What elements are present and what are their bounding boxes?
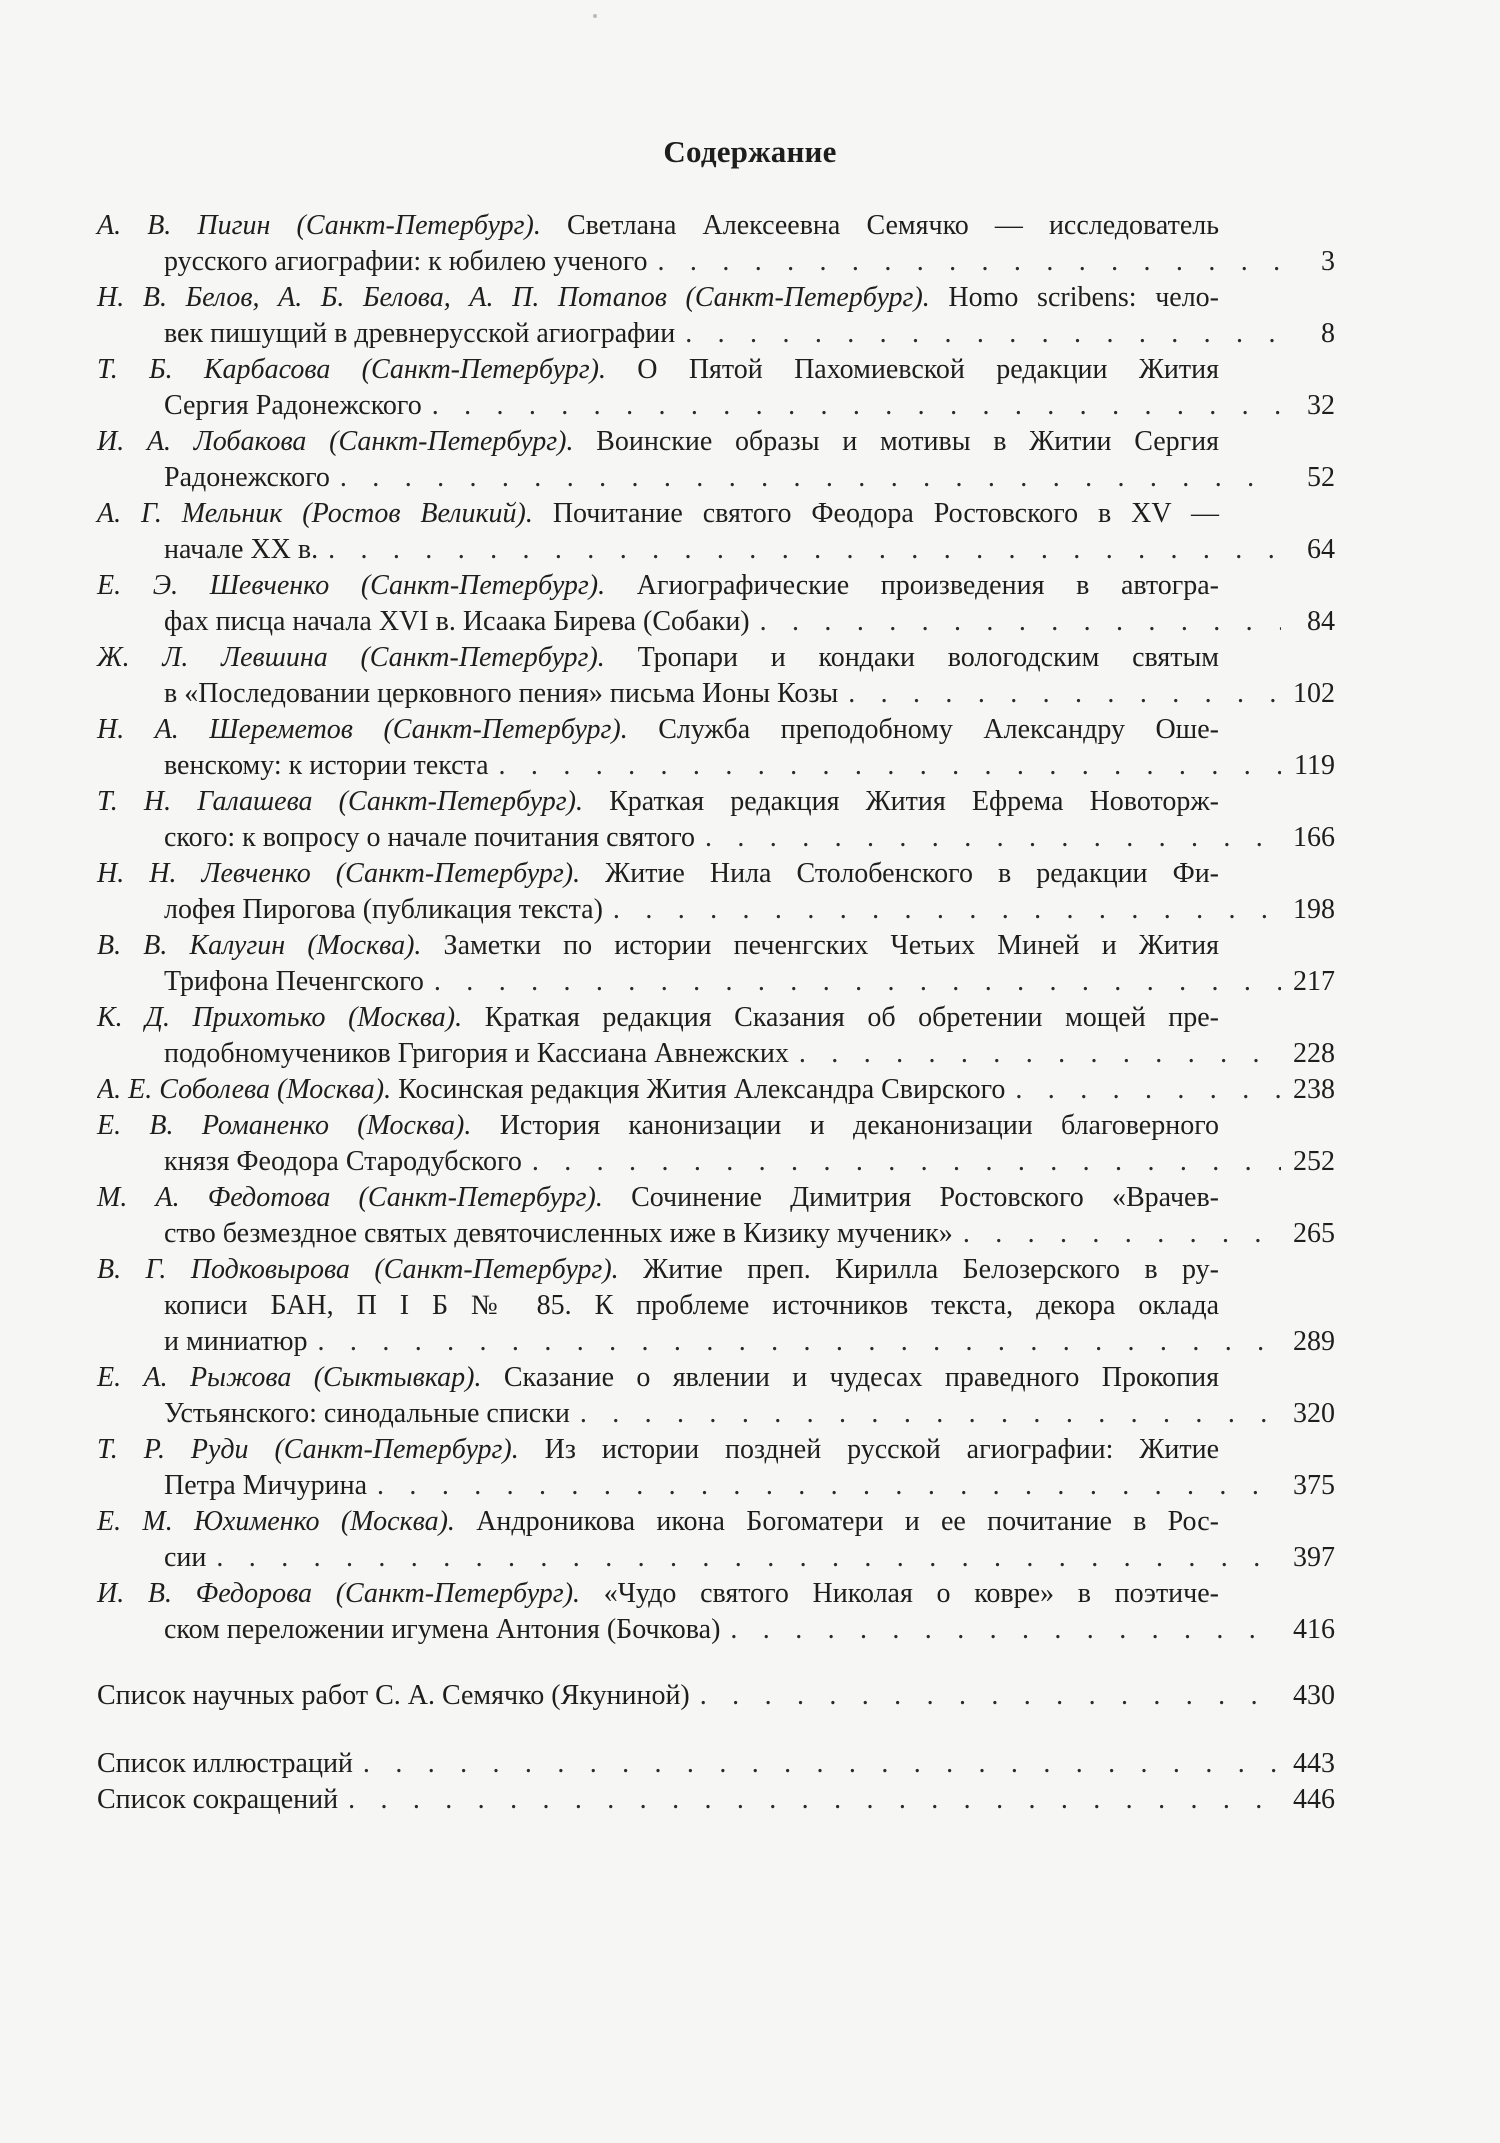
toc-entry[interactable] xyxy=(97,208,1335,280)
dot-leader xyxy=(340,460,1281,496)
toc-entry-title-part: подобномучеников Григория и Кассиана Авнежских xyxy=(164,1038,789,1069)
toc-entry-page-number: 238 xyxy=(1293,1074,1335,1105)
toc-entry-page-number: 217 xyxy=(1293,966,1335,997)
toc-entry[interactable] xyxy=(97,280,1335,352)
dot-leader xyxy=(760,604,1281,640)
toc-entry-title-part: начале XX в. xyxy=(164,534,319,565)
toc-entry-author: В. В. Калугин (Москва). xyxy=(97,930,422,961)
toc-entry-last-line xyxy=(97,244,1335,280)
toc-entry-title-part: Воинские образы и мотивы в Житии Сергия xyxy=(596,426,1219,457)
toc-entry-author: В. Г. Подковырова (Санкт-Петербург). xyxy=(97,1254,619,1285)
dot-leader xyxy=(532,1144,1281,1180)
toc-entry-first-line xyxy=(97,1108,1219,1144)
toc-entry-title-part: Андроникова икона Богоматери и ее почитание в Рос- xyxy=(476,1506,1219,1537)
toc-entry-author: Т. Б. Карбасова (Санкт-Петербург). xyxy=(97,354,606,385)
toc-entry-last-line xyxy=(97,1540,1335,1576)
dot-leader xyxy=(685,316,1281,352)
toc-entry-page-number: 289 xyxy=(1293,1326,1335,1357)
toc-entry[interactable] xyxy=(97,1504,1335,1576)
toc-entry-first-line xyxy=(97,784,1219,820)
toc-entry[interactable] xyxy=(97,352,1335,424)
dot-leader xyxy=(658,244,1281,280)
toc-entry[interactable] xyxy=(97,1432,1335,1504)
toc-entry[interactable] xyxy=(97,1072,1335,1108)
toc-entry-first-line xyxy=(97,208,1219,244)
toc-entry-page-number: 320 xyxy=(1293,1398,1335,1429)
toc-entry-author: Т. Р. Руди (Санкт-Петербург). xyxy=(97,1434,519,1465)
toc-entry[interactable] xyxy=(97,1000,1335,1072)
toc-entry-page-number: 84 xyxy=(1307,606,1335,637)
toc-entry-title-part: Краткая редакция Сказания об обретении мощей пре- xyxy=(484,1002,1220,1033)
dot-leader xyxy=(580,1396,1281,1432)
toc-entry-title-part: Петра Мичурина xyxy=(164,1470,368,1501)
toc-entry-author: А. Г. Мельник (Ростов Великий). xyxy=(97,498,533,529)
dot-leader xyxy=(328,532,1281,568)
toc-entry[interactable] xyxy=(97,712,1335,784)
toc-entry-last-line xyxy=(97,604,1335,640)
toc-entry-last-line xyxy=(97,676,1335,712)
toc-entry-author: Е. В. Романенко (Москва). xyxy=(97,1110,472,1141)
toc-entry-title-part: Сочинение Димитрия Ростовского «Врачев- xyxy=(631,1182,1220,1213)
toc-entry-text: Список иллюстраций xyxy=(97,1748,353,1779)
toc-entry-page-number: 3 xyxy=(1321,246,1335,277)
toc-entry-page-number: 443 xyxy=(1293,1748,1335,1779)
toc-entry-page-number: 8 xyxy=(1321,318,1335,349)
toc-entry-last-line xyxy=(97,964,1335,1000)
toc-entry-author: Н. В. Белов, А. Б. Белова, А. П. Потапов (Санкт-Петербург). xyxy=(97,282,930,313)
toc-entry-title-part: лофея Пирогова (публикация текста) xyxy=(164,894,603,925)
toc-entry-title-part: О Пятой Пахомиевской редакции Жития xyxy=(637,354,1220,385)
toc-entry-page-number: 198 xyxy=(1293,894,1335,925)
toc-entry-first-line xyxy=(97,280,1219,316)
toc-entry-last-line xyxy=(97,1782,1335,1818)
toc-entry-author: Е. Э. Шевченко (Санкт-Петербург). xyxy=(97,570,606,601)
toc-entry[interactable] xyxy=(97,496,1335,568)
toc-entry-page-number: 64 xyxy=(1307,534,1335,565)
toc-entry-page-number: 32 xyxy=(1307,390,1335,421)
dot-leader xyxy=(848,676,1281,712)
toc-entry-first-line xyxy=(97,856,1219,892)
toc-entry-title-part: князя Феодора Стародубского xyxy=(164,1146,522,1177)
toc-entry-title-part: Косинская редакция Жития Александра Свирского xyxy=(398,1074,1006,1105)
page-title: Содержание xyxy=(663,134,837,169)
toc-entry-page-number: 375 xyxy=(1293,1470,1335,1501)
toc-entry-title-part: Служба преподобному Александру Оше- xyxy=(658,714,1219,745)
toc-entry-first-line xyxy=(97,1576,1219,1612)
toc-entry-title-part: фах писца начала XVI в. Исаака Бирева (Собаки) xyxy=(164,606,750,637)
toc-entry-last-line xyxy=(97,1216,1335,1252)
toc-entry[interactable] xyxy=(97,1576,1335,1648)
toc-entry-page-number: 430 xyxy=(1293,1680,1335,1711)
toc-entry-title-part: Устьянского: синодальные списки xyxy=(164,1398,570,1429)
toc-entry[interactable] xyxy=(97,784,1335,856)
dot-leader xyxy=(499,748,1281,784)
toc-entry-author: А. В. Пигин (Санкт-Петербург). xyxy=(97,210,541,241)
toc-entry-author: И. В. Федорова (Санкт-Петербург). xyxy=(97,1578,581,1609)
toc-entry-first-line xyxy=(97,424,1219,460)
dot-leader xyxy=(613,892,1281,928)
toc-entry-title-part: в «Последовании церковного пения» письма Ионы Козы xyxy=(164,678,839,709)
toc-entry-last-line xyxy=(97,1468,1335,1504)
toc-entry-title-part: венскому: к истории текста xyxy=(164,750,489,781)
toc-entry-author: Е. А. Рыжова (Сыктывкар). xyxy=(97,1362,482,1393)
dot-leader xyxy=(1015,1072,1281,1108)
toc-entry-page-number: 397 xyxy=(1293,1542,1335,1573)
toc-entry-title-part: Светлана Алексеевна Семячко — исследователь xyxy=(566,210,1220,241)
toc-entry-title-part: Радонежского xyxy=(164,462,330,493)
dot-leader xyxy=(318,1324,1281,1360)
toc-entry-last-line xyxy=(97,1144,1335,1180)
toc-entry-first-line xyxy=(97,568,1219,604)
dot-leader xyxy=(216,1540,1281,1576)
toc-entry-last-line xyxy=(97,748,1335,784)
table-of-contents xyxy=(97,208,1335,1818)
toc-entry-last-line xyxy=(97,388,1335,424)
toc-entry-last-line xyxy=(97,460,1335,496)
toc-entry-text: Список научных работ С. А. Семячко (Якуниной) xyxy=(97,1680,690,1711)
toc-entry-page-number: 52 xyxy=(1307,462,1335,493)
print-speck xyxy=(593,14,597,18)
toc-entry-title-part: Заметки по истории печенгских Четьих Миней и Жития xyxy=(443,930,1219,961)
toc-entry-text: Список сокращений xyxy=(97,1784,339,1815)
toc-entry[interactable] xyxy=(97,1252,1335,1360)
toc-entry-page-number: 252 xyxy=(1293,1146,1335,1177)
dot-leader xyxy=(730,1612,1281,1648)
toc-entry-title-part: и миниатюр xyxy=(164,1326,308,1357)
toc-entry-text xyxy=(97,1072,1005,1108)
toc-entry-page-number: 102 xyxy=(1293,678,1335,709)
toc-entry[interactable] xyxy=(97,928,1335,1000)
toc-entry-last-line xyxy=(97,1612,1335,1648)
toc-entry-first-line xyxy=(97,1432,1219,1468)
dot-leader xyxy=(700,1678,1281,1714)
toc-entry-first-line xyxy=(97,1180,1219,1216)
toc-entry-page-number: 228 xyxy=(1293,1038,1335,1069)
toc-entry-title-part: Краткая редакция Жития Ефрема Новоторж- xyxy=(609,786,1220,817)
toc-entry-author: М. А. Федотова (Санкт-Петербург). xyxy=(97,1182,603,1213)
toc-entry-first-line xyxy=(97,1360,1219,1396)
toc-entry-last-line xyxy=(97,1746,1335,1782)
toc-entry-last-line xyxy=(97,1036,1335,1072)
dot-leader xyxy=(377,1468,1281,1504)
toc-entry-title-part: ского: к вопросу о начале почитания святого xyxy=(164,822,695,853)
toc-entry-title-part: ство безмездное святых девяточисленных иже в Кизику мученик» xyxy=(164,1218,953,1249)
toc-entry-author: А. Е. Соболева (Москва). xyxy=(97,1074,392,1105)
dot-leader xyxy=(434,964,1281,1000)
toc-entry-author: Н. Н. Левченко (Санкт-Петербург). xyxy=(97,858,581,889)
toc-entry-page-number: 416 xyxy=(1293,1614,1335,1645)
toc-entry-title-part: Сказание о явлении и чудесах праведного Прокопия xyxy=(503,1362,1220,1393)
toc-entry-title-part: век пишущий в древнерусской агиографии xyxy=(164,318,676,349)
dot-leader xyxy=(963,1216,1281,1252)
toc-entry-title-part: Из истории поздней русской агиографии: Житие xyxy=(544,1434,1219,1465)
toc-entry-last-line xyxy=(97,1678,1335,1714)
toc-entry[interactable] xyxy=(97,856,1335,928)
toc-entry-last-line xyxy=(97,1072,1335,1108)
toc-entry-author: Ж. Л. Левшина (Санкт-Петербург). xyxy=(97,642,605,673)
toc-entry-appendix[interactable] xyxy=(97,1678,1335,1714)
toc-entry-title-part: Сергия Радонежского xyxy=(164,390,422,421)
section-gap xyxy=(97,1648,1335,1678)
dot-leader xyxy=(705,820,1281,856)
toc-entry-title-part: «Чудо святого Николая о ковре» в поэтиче- xyxy=(603,1578,1219,1609)
toc-entry-first-line xyxy=(97,1504,1219,1540)
toc-entry-appendix[interactable] xyxy=(97,1782,1335,1818)
toc-entry-page-number: 119 xyxy=(1294,750,1335,781)
toc-entry-page-number: 265 xyxy=(1293,1218,1335,1249)
toc-entry-last-line xyxy=(97,1324,1335,1360)
toc-entry[interactable] xyxy=(97,424,1335,496)
toc-entry-first-line xyxy=(97,928,1219,964)
toc-entry-first-line xyxy=(97,496,1219,532)
dot-leader xyxy=(348,1782,1281,1818)
toc-entry-title-part: Житие преп. Кирилла Белозерского в ру- xyxy=(643,1254,1220,1285)
dot-leader xyxy=(432,388,1281,424)
toc-entry[interactable] xyxy=(97,640,1335,712)
toc-entry-first-line xyxy=(97,640,1219,676)
toc-entry-author: И. А. Лобакова (Санкт-Петербург). xyxy=(97,426,574,457)
toc-entry-last-line xyxy=(97,1396,1335,1432)
toc-entry[interactable] xyxy=(97,1108,1335,1180)
toc-entry-title-part: ском переложении игумена Антония (Бочкова) xyxy=(164,1614,721,1645)
toc-entry-last-line xyxy=(97,316,1335,352)
dot-leader xyxy=(799,1036,1281,1072)
toc-entry-author: Т. Н. Галашева (Санкт-Петербург). xyxy=(97,786,583,817)
toc-entry-title-part: сии xyxy=(164,1542,207,1573)
toc-entry-title-part: Житие Нила Столобенского в редакции Фи- xyxy=(605,858,1220,889)
dot-leader xyxy=(363,1746,1281,1782)
toc-entry-author: Е. М. Юхименко (Москва). xyxy=(97,1506,455,1537)
toc-entry-first-line xyxy=(97,712,1219,748)
toc-entry-last-line xyxy=(97,820,1335,856)
toc-entry-title-part: Почитание святого Феодора Ростовского в XV — xyxy=(552,498,1219,529)
toc-entry-title-part: русского агиографии: к юбилею ученого xyxy=(164,246,648,277)
toc-entry-first-line xyxy=(97,352,1219,388)
toc-entry-title-part: Homo scribens: чело- xyxy=(948,282,1219,313)
toc-entry-last-line xyxy=(97,892,1335,928)
toc-entry-author: Н. А. Шереметов (Санкт-Петербург). xyxy=(97,714,628,745)
toc-entry-first-line xyxy=(97,1000,1219,1036)
toc-entry[interactable] xyxy=(97,568,1335,640)
toc-entry-title-part: Трифона Печенгского xyxy=(164,966,424,997)
toc-entry-author: К. Д. Прихотько (Москва). xyxy=(97,1002,463,1033)
toc-entry-title-part: История канонизации и деканонизации благоверного xyxy=(499,1110,1220,1141)
toc-entry-first-line xyxy=(97,1252,1219,1288)
toc-entry-title-part: Тропари и кондаки вологодским святым xyxy=(637,642,1219,673)
toc-entry[interactable] xyxy=(97,1180,1335,1252)
section-gap xyxy=(97,1714,1335,1746)
toc-entry-page-number: 166 xyxy=(1293,822,1335,853)
toc-entry-title-part: кописи БАН, П I Б № 85. К проблеме источников текста, декора оклада xyxy=(164,1290,1219,1321)
toc-entry-page-number: 446 xyxy=(1293,1784,1335,1815)
toc-entry-appendix[interactable] xyxy=(97,1746,1335,1782)
toc-entry-last-line xyxy=(97,532,1335,568)
toc-entry-title-part: Агиографические произведения в автогра- xyxy=(636,570,1220,601)
toc-entry[interactable] xyxy=(97,1360,1335,1432)
